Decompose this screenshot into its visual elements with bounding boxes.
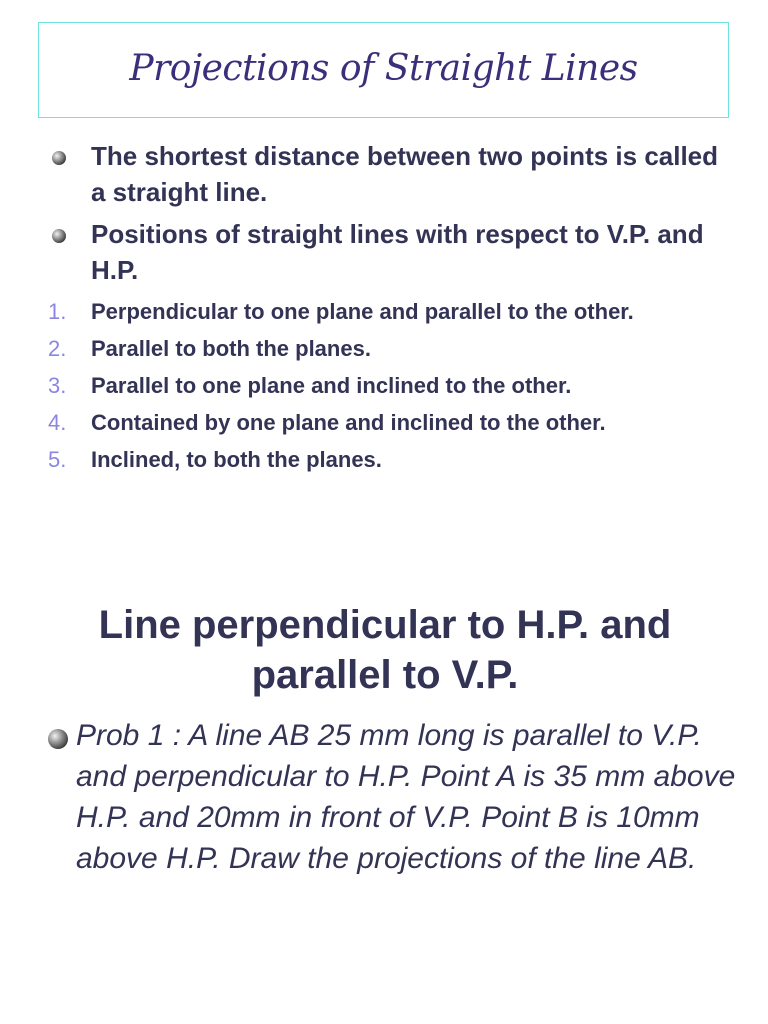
- numbered-item: [48, 407, 738, 438]
- bullet-ball-icon: [52, 229, 66, 243]
- item-number: 3.: [48, 373, 67, 398]
- bullet-item: [48, 216, 738, 288]
- numbered-item: [48, 333, 738, 364]
- numbered-item: [48, 370, 738, 401]
- bullet-item: [48, 138, 738, 210]
- problem-text: Prob 1 : A line AB 25 mm long is parallel to V.P. and perpendicular to H.P. Point A is 35 mm above H.P. and 20mm in front of V.P. Point B is 10mm above H.P. Draw the projections of the line AB.: [76, 719, 736, 875]
- section-heading-line1: Line perpendicular to H.P. and: [98, 603, 672, 647]
- bullet-text: Positions of straight lines with respect to V.P. and H.P.: [91, 219, 704, 285]
- numbered-item: [48, 296, 738, 327]
- numbered-list: [48, 296, 738, 481]
- numbered-item: [48, 444, 738, 475]
- page-title: Projections of Straight Lines: [129, 47, 638, 89]
- section-heading-line2: parallel to V.P.: [251, 653, 519, 697]
- item-number: 4.: [48, 410, 67, 435]
- problem-item: [48, 715, 738, 879]
- bullet-list: [48, 138, 738, 294]
- item-number: 2.: [48, 336, 67, 361]
- problem-block: [48, 715, 738, 879]
- bullet-ball-icon: [52, 151, 66, 165]
- section-heading: [40, 600, 730, 700]
- bullet-text: The shortest distance between two points is called a straight line.: [91, 141, 719, 207]
- item-text: Parallel to one plane and inclined to the other.: [91, 373, 572, 398]
- item-text: Parallel to both the planes.: [91, 336, 371, 361]
- item-number: 1.: [48, 299, 67, 324]
- item-text: Perpendicular to one plane and parallel to the other.: [91, 299, 634, 324]
- item-text: Contained by one plane and inclined to the other.: [91, 410, 606, 435]
- item-text: Inclined, to both the planes.: [91, 447, 382, 472]
- item-number: 5.: [48, 447, 67, 472]
- bullet-ball-icon: [48, 729, 68, 749]
- title-box: [38, 22, 729, 118]
